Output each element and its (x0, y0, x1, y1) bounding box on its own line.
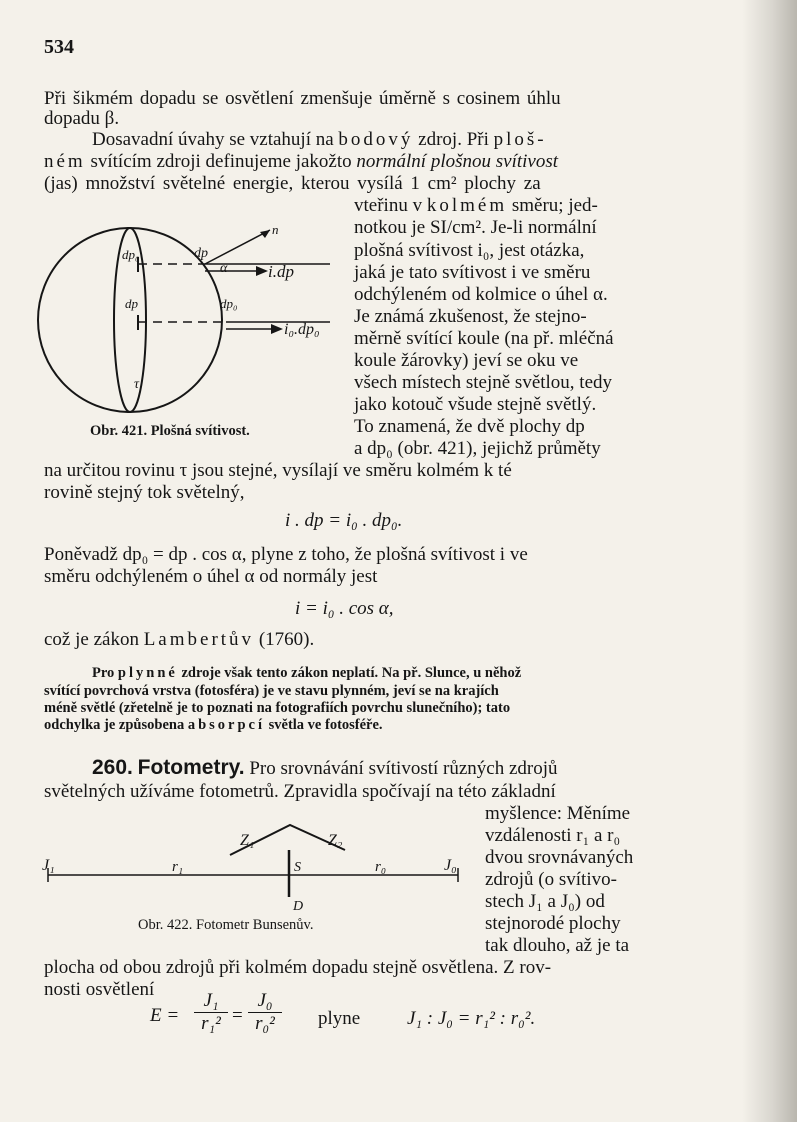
fraction-2-denominator: r₀² (248, 1012, 282, 1035)
label-i0dp0: i₀.dp₀ (284, 321, 320, 338)
text-line: plocha od obou zdrojů při kolmém dopadu stejně osvětlena. Z rov- (44, 957, 552, 978)
label-idp: i.dp (268, 262, 294, 281)
arrowhead-i0dp0 (271, 324, 283, 334)
text-run: Pro srovnávání svítivostí různých zdrojů (244, 758, 558, 779)
figure-421-caption: Obr. 421. Plošná svítivost. (90, 423, 250, 439)
text-line: dopadu β. (44, 108, 120, 129)
text-line: Je známá zkušenost, že stejno- (354, 306, 587, 327)
text-line: zdrojů (o svítivo- (485, 869, 617, 890)
spaced-emphasis: bodový (338, 129, 414, 150)
label-dp-top: dp (194, 246, 208, 261)
text-run: vteřinu v (354, 195, 427, 216)
equation-2: i = i₀ . cos α, (295, 598, 394, 619)
text-line: všech místech stejně světlou, tedy (354, 372, 613, 393)
text-line: stech J₁ a J₀) od (485, 891, 605, 912)
text-line (44, 151, 558, 173)
text-line: směru odchýleném o úhel α od normály jest (44, 566, 378, 587)
spaced-emphasis: Lambertův (143, 629, 255, 650)
text-run: Pro (92, 665, 118, 681)
text-line (354, 195, 598, 217)
text-line: odchýleném od kolmice o úhel α. (354, 284, 608, 305)
equation-1: i . dp = i₀ . dp₀. (285, 510, 403, 531)
italic-term: normální plošnou svítivost (356, 151, 559, 172)
figure-422-caption: Obr. 422. Fotometr Bunsenův. (138, 917, 314, 933)
label-d: D (293, 899, 304, 914)
text-line: jaká je tato svítivost i ve směru (354, 262, 591, 283)
text-line: (jas) množství světelné energie, kterou vysílá 1 cm² plochy za (44, 173, 541, 194)
text-run: světla ve fotosféře. (265, 717, 383, 733)
spaced-emphasis: absorpcí (187, 717, 265, 733)
text-line (44, 629, 314, 651)
label-alpha: α (220, 261, 228, 276)
text-line: měrně svítící koule (na př. mléčná (354, 328, 614, 349)
spaced-emphasis: kolmém (426, 195, 508, 216)
fraction-1-denominator: r₁² (194, 1012, 228, 1035)
page-number: 534 (44, 36, 74, 58)
text-line: a dp₀ (obr. 421), jejichž průměty (354, 438, 601, 459)
section-number: 260. (92, 756, 133, 779)
text-run: což je zákon (44, 629, 144, 650)
label-n: n (272, 222, 279, 237)
text-line: tak dlouho, až je ta (485, 935, 630, 956)
text-run: zdroj. Při (413, 129, 494, 150)
label-z1: Z₁ (240, 832, 255, 849)
fraction-2 (248, 990, 282, 1035)
text-line: na určitou rovinu τ jsou stejné, vysílají ve směru kolmém k té (44, 460, 512, 481)
text-line: To znamená, že dvě plochy dp (354, 416, 585, 437)
label-r1: r₁ (172, 859, 184, 875)
note-line: svítící povrchová vrstva (fotosféra) je ve stavu plynném, jeví se na krajích (44, 683, 499, 699)
text-run: odchylka je způsobena (44, 717, 188, 733)
text-line: rovině stejný tok světelný, (44, 482, 245, 503)
section-title: Fotometry. (137, 756, 245, 779)
figure-421-diagram (30, 210, 350, 425)
text-line: Poněvadž dp₀ = dp . cos α, plyne z toho, že plošná svítivost i ve (44, 544, 528, 565)
fraction-1 (194, 990, 228, 1035)
text-line: koule žárovky) jeví se oku ve (354, 350, 579, 371)
eq3-e: E = (150, 1005, 180, 1026)
text-run: zdroje však tento zákon neplatí. Na př. Slunce, u něhož (177, 665, 522, 681)
label-tau: τ (134, 377, 140, 392)
label-s: S (294, 860, 301, 875)
note-line (44, 717, 383, 734)
spaced-emphasis: ném (44, 151, 86, 172)
text-line (92, 129, 547, 151)
text-run: svítícím zdroji definujeme jakožto (85, 151, 357, 172)
text-run: Dosavadní úvahy se vztahují na (92, 129, 339, 150)
eq3-plyne: plyne (318, 1008, 361, 1029)
normal-line (205, 230, 270, 264)
arrowhead-idp (256, 266, 268, 276)
label-z2: Z₂ (328, 832, 343, 849)
text-line: notkou je SI/cm². Je-li normální (354, 217, 597, 238)
text-run: směru; jed- (507, 195, 598, 216)
text-line: stejnorodé plochy (485, 913, 621, 934)
eq3-result: J₁ : J₀ = r₁² : r₀². (407, 1008, 536, 1029)
label-dp-left: dp (125, 296, 138, 311)
spaced-emphasis: plynné (117, 665, 178, 681)
label-r0: r₀ (375, 859, 387, 875)
text-line: nosti osvětlení (44, 979, 155, 1000)
text-line: plošná svítivost i₀, jest otázka, (354, 240, 585, 261)
note-line: méně světlé (zřetelně je to poznati na fotografiích povrchu slunečního); tato (44, 700, 511, 716)
label-j0: J₀ (444, 857, 457, 874)
fraction-2-numerator: J₀ (257, 990, 273, 1011)
text-line: vzdálenosti r₁ a r₀ (485, 825, 621, 846)
fraction-1-numerator: J₁ (203, 990, 219, 1011)
text-line: Při šikmém dopadu se osvětlení zmenšuje úměrně s cosinem úhlu (44, 88, 561, 109)
label-dp0-top: dp₀ (122, 247, 140, 262)
note-line (92, 665, 521, 682)
text-line: světelných užíváme fotometrů. Zpravidla spočívají na této základní (44, 781, 556, 802)
text-run: (1760). (254, 629, 315, 650)
label-j1: J₁ (42, 857, 55, 874)
text-line: dvou srovnávaných (485, 847, 634, 868)
figure-422-diagram (40, 815, 480, 915)
spaced-emphasis: ploš- (493, 129, 547, 150)
eq3-equals: = (232, 1005, 243, 1026)
text-line: jako kotouč všude stejně světlý. (354, 394, 597, 415)
label-dp0-mid: dp₀ (220, 296, 238, 311)
section-heading-line (92, 757, 558, 780)
text-line: myšlence: Měníme (485, 803, 631, 824)
